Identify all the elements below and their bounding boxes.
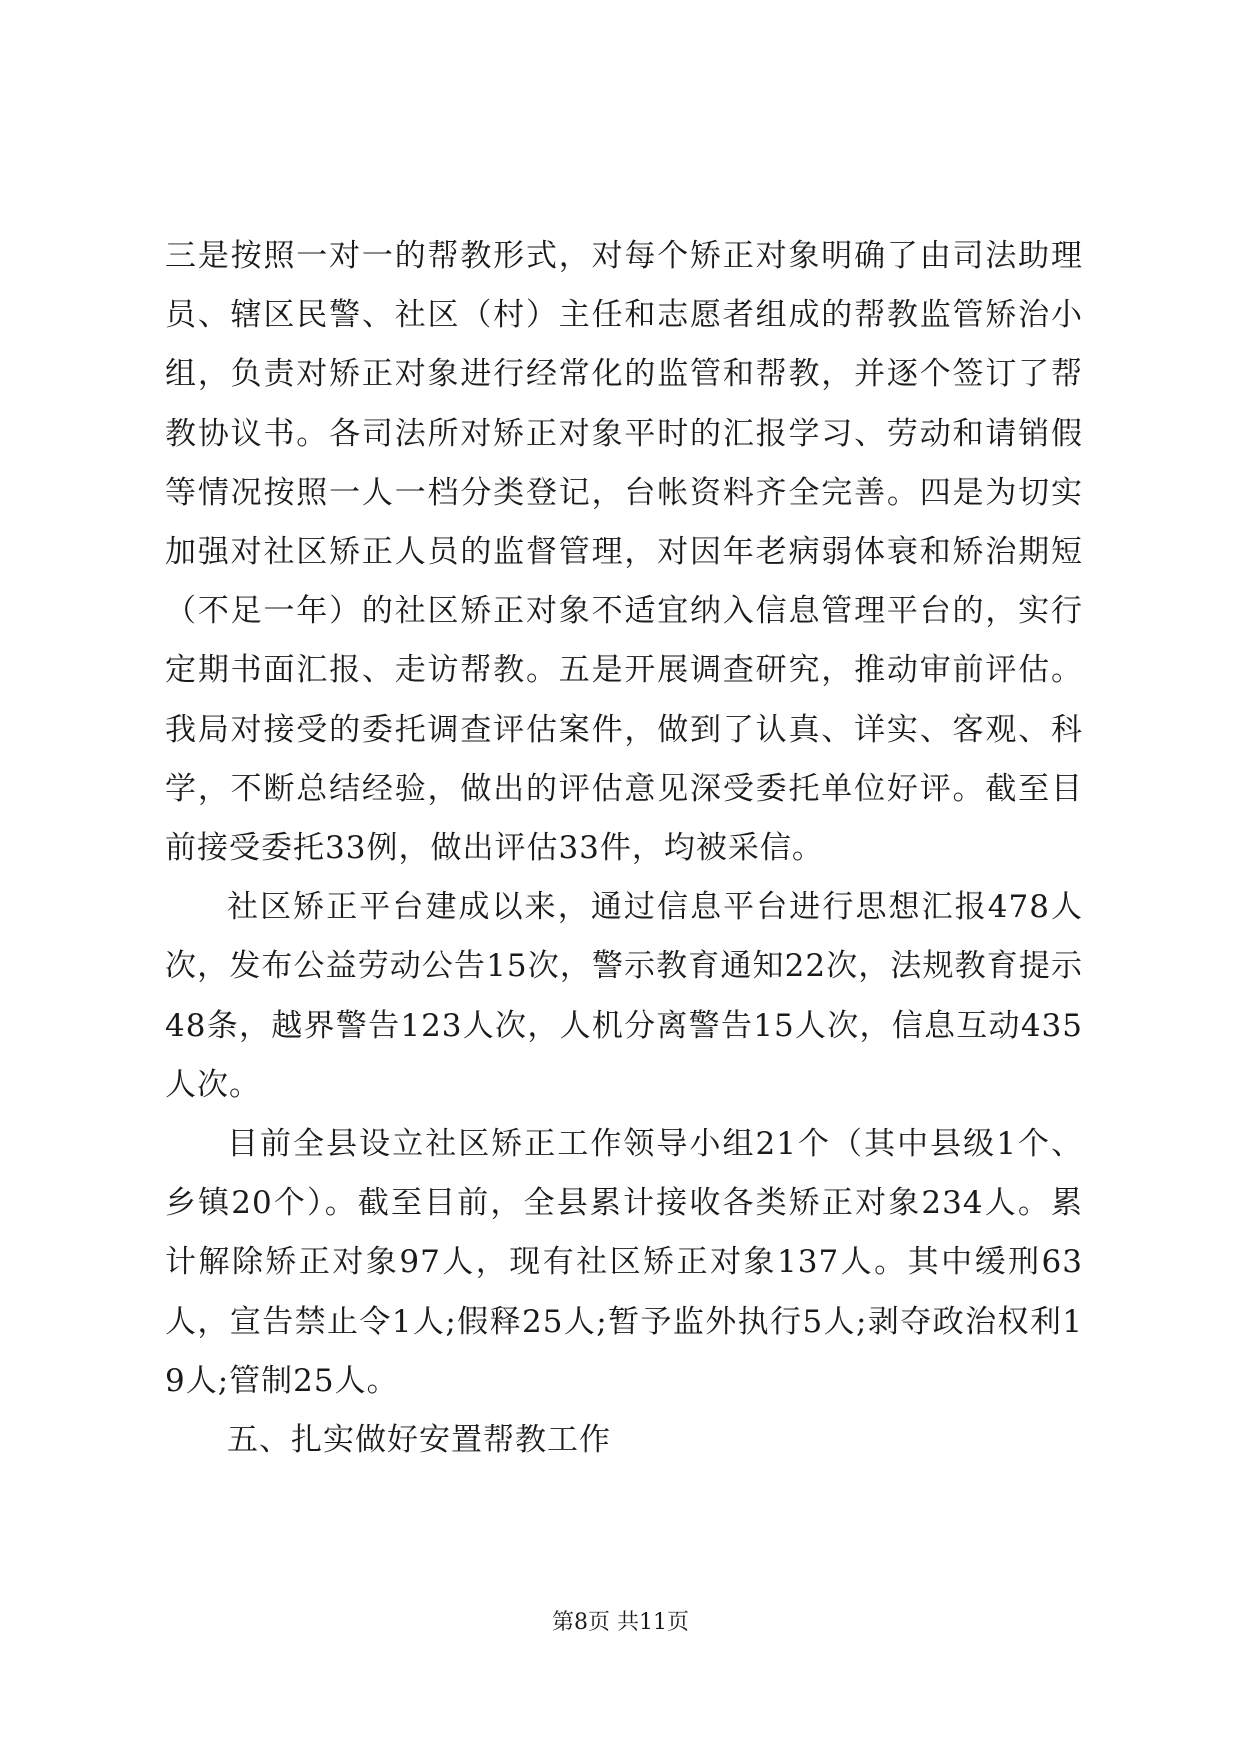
paragraph-platform-stats: 社区矫正平台建成以来，通过信息平台进行思想汇报478人次，发布公益劳动公告15次，警示教育通知22次，法规教育提示48条，越界警告123人次，人机分离警告15人次，信息互动435人次。 — [165, 889, 1083, 1103]
paragraph-county-stats: 目前全县设立社区矫正工作领导小组21个（其中县级1个、乡镇20个）。截至目前，全县累计接收各类矫正对象234人。累计解除矫正对象97人，现有社区矫正对象137人。其中缓刑63人，宣告禁止令1人;假释25人;暂予监外执行5人;剥夺政治权利19人;管制25人。 — [165, 1126, 1083, 1399]
paragraph-continuation: 三是按照一对一的帮教形式，对每个矫正对象明确了由司法助理员、辖区民警、社区（村）主任和志愿者组成的帮教监管矫治小组，负责对矫正对象进行经常化的监管和帮教，并逐个签订了帮教协议书。各司法所对矫正对象平时的汇报学习、劳动和请销假等情况按照一人一档分类登记，台帐资料齐全完善。四是为切实加强对社区矫正人员的监督管理，对因年老病弱体衰和矫治期短（不足一年）的社区矫正对象不适宜纳入信息管理平台的，实行定期书面汇报、走访帮教。五是开展调查研究，推动审前评估。我局对接受的委托调查评估案件，做到了认真、详实、客观、科学，不断总结经验，做出的评估意见深受委托单位好评。截至目前接受委托33例，做出评估33件，均被采信。 — [165, 238, 1083, 867]
document-body — [165, 227, 1083, 1470]
page-number: 第8页 共11页 — [552, 1610, 689, 1635]
section-heading: 五、扎实做好安置帮教工作 — [227, 1422, 611, 1459]
